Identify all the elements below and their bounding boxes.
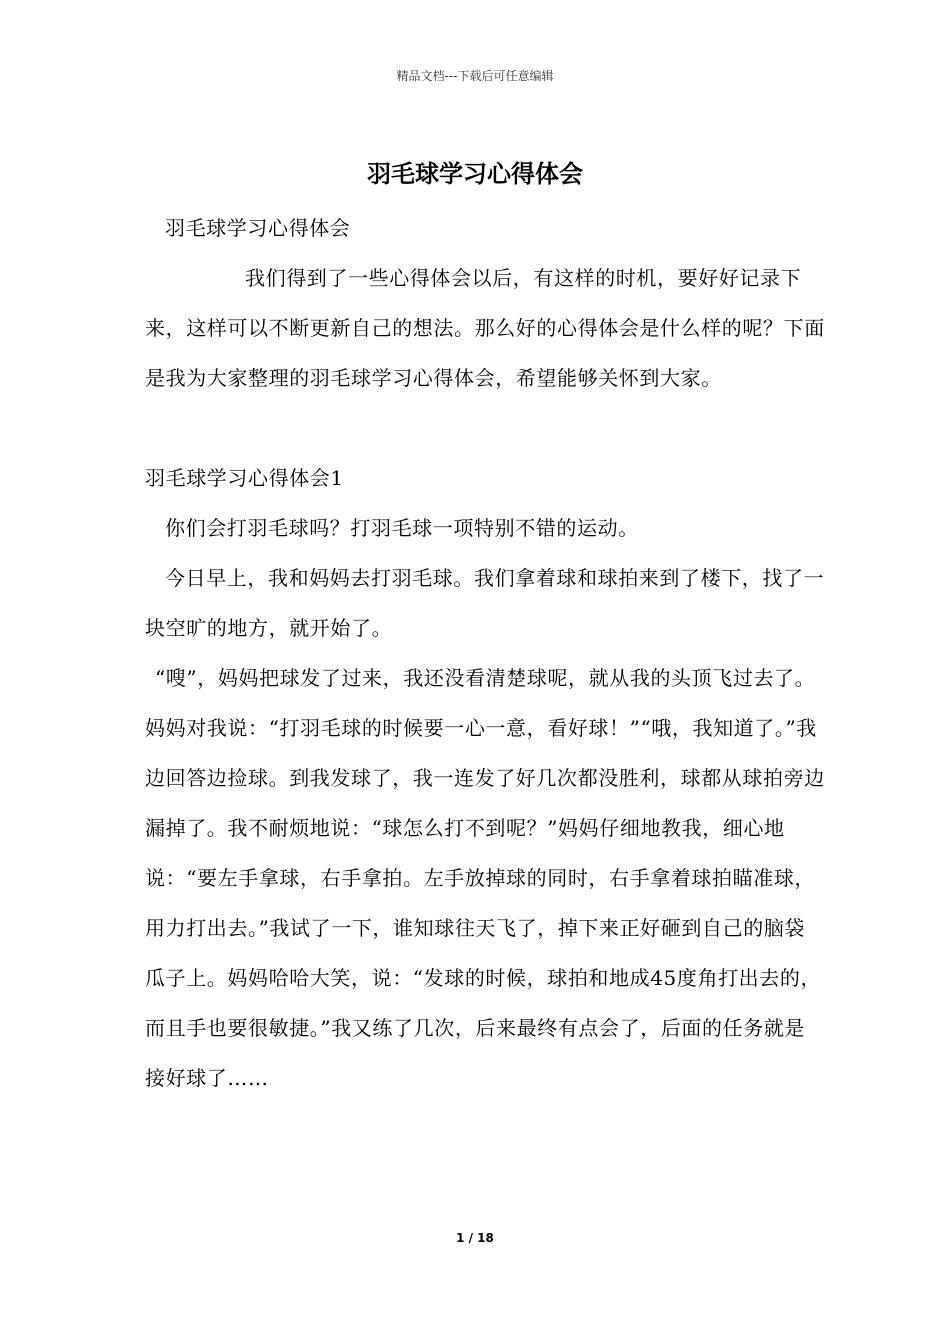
- body-paragraph: “嗖”，妈妈把球发了过来，我还没看清楚球呢，就从我的头顶飞过去了。妈妈对我说：“打羽毛球的时候要一心一意，看好球！”“哦，我知道了。”我边回答边捡球。到我发球了，我一连发了好几次都没胜利，球都从球拍旁边漏掉了。我不耐烦地说：“球怎么打不到呢？”妈妈仔细地教我，细心地说：“要左手拿球，右手拿拍。左手放掉球的同时，右手拿着球拍瞄准球，用力打出去。”我试了一下，谁知球往天飞了，掉下来正好砸到自己的脑袋瓜子上。妈妈哈哈大笑，说：“发球的时候，球拍和地成45度角打出去的，而且手也要很敏捷。”我又练了几次，后来最终有点会了，后面的任务就是接好球了……: [145, 666, 825, 1090]
- body-paragraph: 今日早上，我和妈妈去打羽毛球。我们拿着球和球拍来到了楼下，找了一块空旷的地方，就开始了。: [145, 566, 825, 640]
- page-number: 1 / 18: [456, 1231, 494, 1245]
- paragraph-spacer: [145, 403, 825, 453]
- document-subtitle: 羽毛球学习心得体会: [165, 216, 351, 240]
- intro-paragraph: 我们得到了一些心得体会以后，有这样的时机，要好好记录下来，这样可以不断更新自己的想法。那么好的心得体会是什么样的呢？下面是我为大家整理的羽毛球学习心得体会，希望能够关怀到大家。: [145, 266, 825, 390]
- section-heading: 羽毛球学习心得体会1: [145, 466, 344, 490]
- body-paragraph: 你们会打羽毛球吗？打羽毛球一项特别不错的运动。: [165, 516, 639, 540]
- document-body: [145, 203, 825, 1103]
- document-title: 羽毛球学习心得体会: [367, 160, 583, 188]
- page-header-note: 精品文档---下载后可任意编辑: [396, 69, 554, 83]
